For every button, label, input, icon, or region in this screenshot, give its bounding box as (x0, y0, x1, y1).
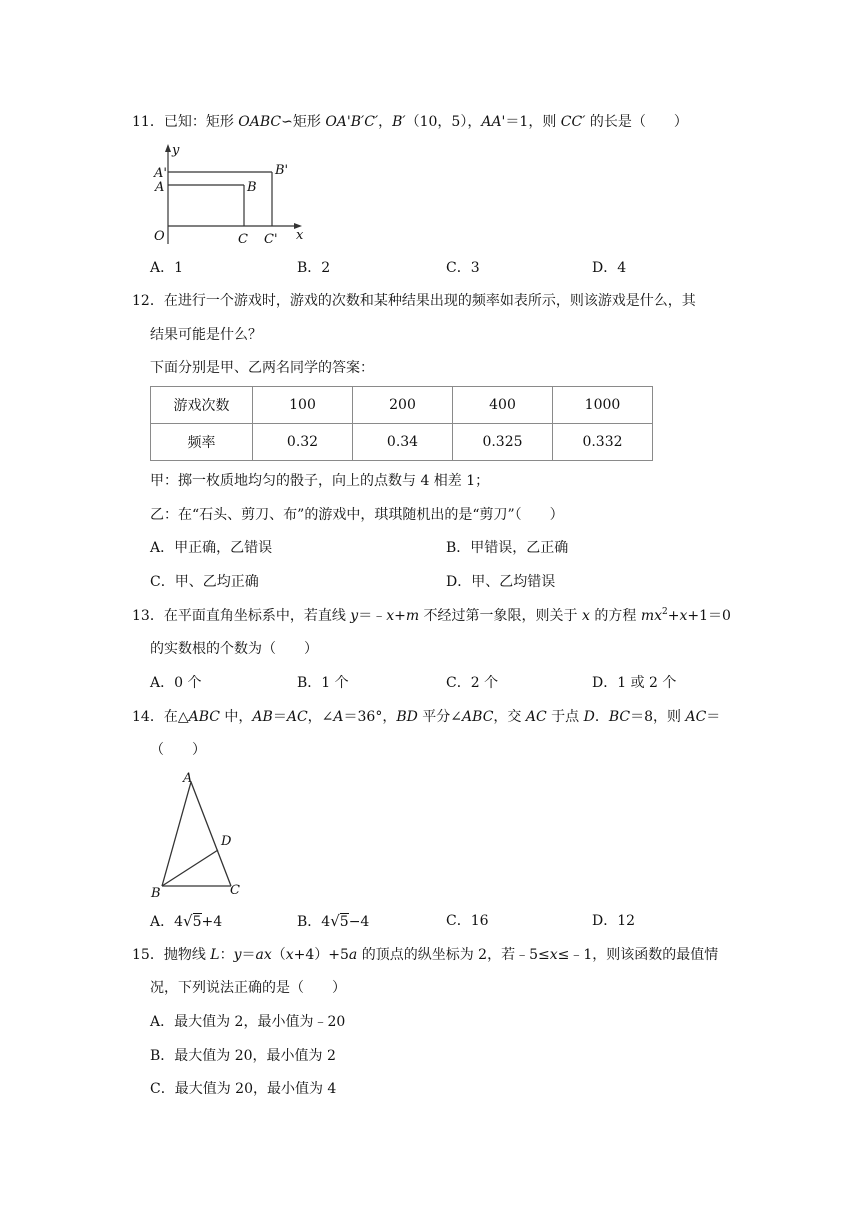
point-b: B (247, 180, 257, 195)
q13-stem-line2: 的实数根的个数为（ ） (150, 641, 318, 657)
q13-option-a[interactable]: A．0 个 (150, 675, 202, 691)
table-cell: 100 (253, 387, 353, 424)
q13-option-b[interactable]: B．1 个 (297, 675, 349, 691)
q12-answer-jia: 甲：掷一枚质地均匀的骰子，向上的点数与 4 相差 1； (150, 473, 490, 489)
point-a: A (155, 180, 165, 195)
q15-option-c[interactable]: C．最大值为 20，最小值为 4 (150, 1081, 337, 1097)
y-axis-label: y (172, 143, 180, 158)
point-d: D (221, 834, 232, 849)
q11-option-d[interactable]: D．4 (592, 260, 627, 276)
q14-option-b[interactable]: B．4√5−4 (297, 912, 370, 930)
table-row (151, 387, 653, 424)
point-b: B (151, 886, 161, 900)
q11-option-a[interactable]: A．1 (150, 260, 184, 276)
triangle-figure (146, 768, 256, 900)
point-c: C (230, 883, 240, 898)
q14-option-a[interactable]: A．4√5+4 (150, 912, 223, 930)
rectangle-figure (146, 140, 308, 248)
q15-option-a[interactable]: A．最大值为 2，最小值为﹣20 (150, 1014, 346, 1030)
point-b-prime: B' (275, 163, 289, 178)
q13-option-c[interactable]: C．2 个 (446, 675, 499, 691)
table-cell: 0.332 (553, 424, 653, 461)
table-cell: 0.325 (453, 424, 553, 461)
q12-option-d[interactable]: D．甲、乙均错误 (446, 574, 556, 590)
q13-option-d[interactable]: D．1 或 2 个 (592, 675, 677, 691)
q15-option-b[interactable]: B．最大值为 20，最小值为 2 (150, 1048, 336, 1064)
q14-option-c[interactable]: C．16 (446, 913, 489, 929)
table-cell: 游戏次数 (151, 387, 253, 424)
point-c-prime: C' (264, 232, 278, 247)
q12-stem-line3: 下面分别是甲、乙两名同学的答案： (150, 360, 374, 376)
table-cell: 0.34 (353, 424, 453, 461)
point-a: A (183, 771, 193, 786)
q14-option-d[interactable]: D．12 (592, 913, 636, 929)
frequency-table (150, 386, 653, 461)
q12-stem-line1: 12．在进行一个游戏时，游戏的次数和某种结果出现的频率如表所示，则该游戏是什么，其 (132, 293, 696, 309)
q15-stem-line1: 15．抛物线 L：y＝ax（x+4）+5a 的顶点的纵坐标为 2，若﹣5≤x≤﹣1，则该函数的最值情 (132, 947, 719, 963)
table-cell: 0.32 (253, 424, 353, 461)
q13-stem-line1: 13．在平面直角坐标系中，若直线 y＝﹣x+m 不经过第一象限，则关于 x 的方程 $mx^2+x+1=0$ (132, 607, 731, 624)
q14-stem-line1: 14．在△ABC 中，AB＝AC，∠A＝36°，BD 平分∠ABC，交 AC 于点 D．BC＝8，则 AC＝ (132, 709, 721, 725)
q12-stem-line2: 结果可能是什么？ (150, 327, 262, 343)
sqrt-sign: √5 (330, 912, 349, 930)
x-axis-label: x (296, 228, 304, 243)
point-c: C (238, 232, 248, 247)
q12-option-c[interactable]: C．甲、乙均正确 (150, 574, 259, 590)
q12-answer-yi: 乙：在“石头、剪刀、布”的游戏中，琪琪随机出的是“剪刀”（ ） (150, 507, 564, 523)
table-cell: 200 (353, 387, 453, 424)
q14-stem-line2: （ ） (150, 742, 206, 758)
q11-option-b[interactable]: B．2 (297, 260, 331, 276)
table-cell: 400 (453, 387, 553, 424)
sqrt-sign: √5 (183, 912, 202, 930)
table-cell: 频率 (151, 424, 253, 461)
q11-stem: 11．已知：矩形 OABC∽矩形 OA'B′C′，B′（10，5），AA'＝1，则 CC′ 的长是（ ） (132, 114, 688, 130)
point-a-prime: A' (154, 166, 167, 181)
q15-stem-line2: 况，下列说法正确的是（ ） (150, 980, 346, 996)
q12-option-a[interactable]: A．甲正确，乙错误 (150, 540, 273, 556)
q12-option-b[interactable]: B．甲错误，乙正确 (446, 540, 569, 556)
table-row (151, 424, 653, 461)
point-o: O (154, 229, 165, 244)
q11-option-c[interactable]: C．3 (446, 260, 480, 276)
table-cell: 1000 (553, 387, 653, 424)
